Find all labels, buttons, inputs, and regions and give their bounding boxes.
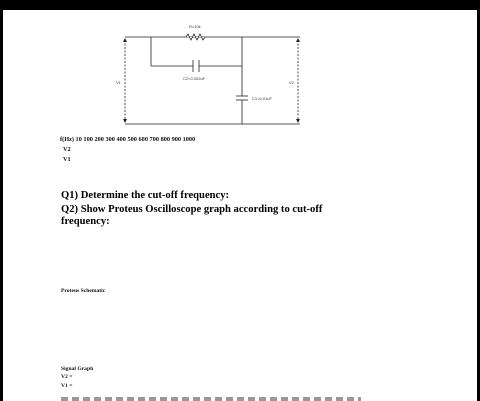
question-2-line-2: frequency: bbox=[61, 216, 110, 227]
v2-row-label: V2 bbox=[63, 146, 71, 153]
c1-label: C1=0.01uF bbox=[252, 96, 272, 101]
question-2-line-1: Q2) Show Proteus Oscilloscope graph according to cut-off bbox=[61, 204, 323, 215]
question-1: Q1) Determine the cut-off frequency: bbox=[61, 190, 230, 201]
resistor-symbol bbox=[186, 34, 205, 40]
resistor-label: R=10k bbox=[189, 24, 201, 29]
c2-label: C2=0.002uF bbox=[183, 76, 206, 81]
v1-equation: V1 = bbox=[61, 383, 73, 389]
document-page bbox=[3, 10, 477, 401]
v1-row-label: V1 bbox=[63, 156, 71, 163]
signal-graph-heading: Signal Graph bbox=[61, 366, 94, 372]
frequency-row: f(Hz) 10 100 200 300 400 500 600 700 800 900 1000 bbox=[60, 136, 196, 143]
circuit-diagram bbox=[3, 10, 477, 135]
cut-off-text-line bbox=[61, 397, 361, 401]
v2-label: V2 bbox=[289, 80, 294, 85]
proteus-schematic-heading: Proteus Schematic bbox=[61, 288, 106, 294]
v1-label: V1 bbox=[116, 80, 121, 85]
v2-equation: V2 = bbox=[61, 374, 73, 380]
